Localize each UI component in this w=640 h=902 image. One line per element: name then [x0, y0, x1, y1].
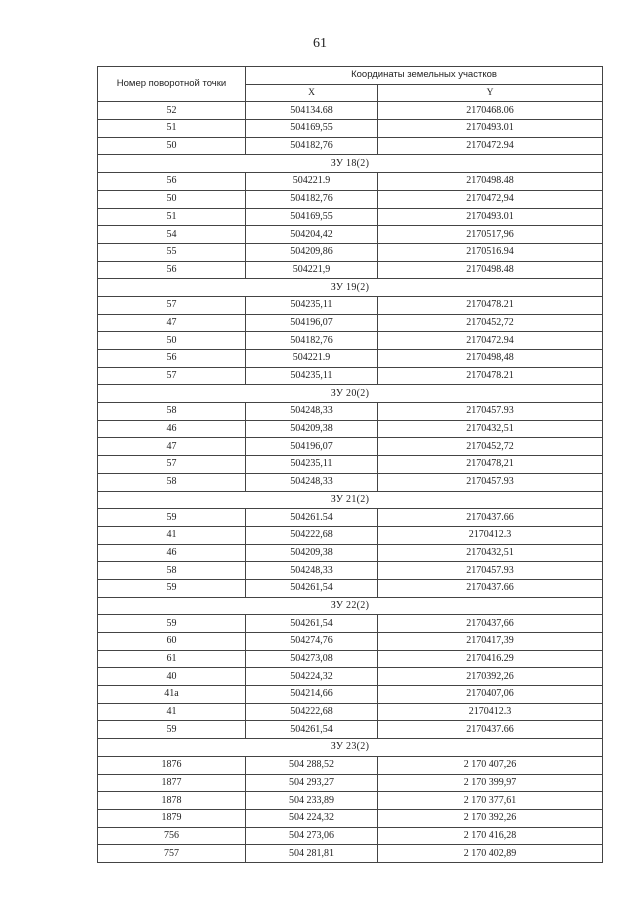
table-row: [98, 420, 603, 438]
point-number-cell: 58: [98, 473, 246, 491]
header-x: X: [246, 84, 378, 102]
x-coordinate-cell: 504 281,81: [246, 845, 378, 863]
page-number: 61: [313, 36, 327, 51]
x-coordinate-cell: 504222,68: [246, 526, 378, 544]
y-coordinate-cell: 2 170 377,61: [378, 792, 603, 810]
x-coordinate-cell: 504 273,06: [246, 827, 378, 845]
table-row: [98, 120, 603, 138]
table-body: [98, 102, 603, 863]
table-row: [98, 526, 603, 544]
y-coordinate-cell: 2170516.94: [378, 243, 603, 261]
point-number-cell: 46: [98, 420, 246, 438]
point-number-cell: 59: [98, 615, 246, 633]
point-number-cell: 57: [98, 296, 246, 314]
section-row: [98, 739, 603, 757]
y-coordinate-cell: 2170457.93: [378, 562, 603, 580]
section-row: [98, 491, 603, 509]
table-row: [98, 261, 603, 279]
point-number-cell: 52: [98, 102, 246, 120]
x-coordinate-cell: 504 293,27: [246, 774, 378, 792]
table-row: [98, 650, 603, 668]
x-coordinate-cell: 504209,38: [246, 544, 378, 562]
section-label: ЗУ 21(2): [98, 491, 603, 509]
point-number-cell: 54: [98, 226, 246, 244]
table-row: [98, 827, 603, 845]
y-coordinate-cell: 2170478.21: [378, 367, 603, 385]
section-label: ЗУ 20(2): [98, 385, 603, 403]
table-row: [98, 208, 603, 226]
x-coordinate-cell: 504221,9: [246, 261, 378, 279]
x-coordinate-cell: 504169,55: [246, 120, 378, 138]
x-coordinate-cell: 504274,76: [246, 633, 378, 651]
x-coordinate-cell: 504182,76: [246, 332, 378, 350]
point-number-cell: 61: [98, 650, 246, 668]
section-row: [98, 279, 603, 297]
table-row: [98, 332, 603, 350]
point-number-cell: 1876: [98, 756, 246, 774]
x-coordinate-cell: 504248,33: [246, 403, 378, 421]
point-number-cell: 57: [98, 456, 246, 474]
table-row: [98, 756, 603, 774]
y-coordinate-cell: 2170468.06: [378, 102, 603, 120]
y-coordinate-cell: 2170412.3: [378, 703, 603, 721]
x-coordinate-cell: 504 224,32: [246, 809, 378, 827]
point-number-cell: 41: [98, 526, 246, 544]
y-coordinate-cell: 2170407,06: [378, 686, 603, 704]
y-coordinate-cell: 2170498,48: [378, 350, 603, 368]
table-row: [98, 703, 603, 721]
y-coordinate-cell: 2 170 402,89: [378, 845, 603, 863]
y-coordinate-cell: 2170472.94: [378, 137, 603, 155]
table-row: [98, 226, 603, 244]
point-number-cell: 50: [98, 332, 246, 350]
table-row: [98, 721, 603, 739]
x-coordinate-cell: 504261.54: [246, 509, 378, 527]
point-number-cell: 59: [98, 509, 246, 527]
table-row: [98, 686, 603, 704]
y-coordinate-cell: 2170432,51: [378, 420, 603, 438]
point-number-cell: 60: [98, 633, 246, 651]
y-coordinate-cell: 2170498.48: [378, 173, 603, 191]
x-coordinate-cell: 504235,11: [246, 456, 378, 474]
x-coordinate-cell: 504261,54: [246, 721, 378, 739]
y-coordinate-cell: 2170452,72: [378, 314, 603, 332]
header-point-number: Номер поворотной точки: [98, 67, 246, 102]
header-y: Y: [378, 84, 603, 102]
table-row: [98, 633, 603, 651]
table-row: [98, 137, 603, 155]
x-coordinate-cell: 504221.9: [246, 350, 378, 368]
y-coordinate-cell: 2170416.29: [378, 650, 603, 668]
point-number-cell: 50: [98, 137, 246, 155]
x-coordinate-cell: 504248,33: [246, 473, 378, 491]
table-row: [98, 809, 603, 827]
point-number-cell: 51: [98, 208, 246, 226]
section-label: ЗУ 18(2): [98, 155, 603, 173]
x-coordinate-cell: 504248,33: [246, 562, 378, 580]
y-coordinate-cell: 2170478,21: [378, 456, 603, 474]
point-number-cell: 58: [98, 562, 246, 580]
point-number-cell: 59: [98, 579, 246, 597]
y-coordinate-cell: 2170472,94: [378, 190, 603, 208]
x-coordinate-cell: 504196,07: [246, 438, 378, 456]
y-coordinate-cell: 2170412.3: [378, 526, 603, 544]
section-row: [98, 597, 603, 615]
point-number-cell: 56: [98, 350, 246, 368]
y-coordinate-cell: 2170493.01: [378, 208, 603, 226]
x-coordinate-cell: 504182,76: [246, 190, 378, 208]
x-coordinate-cell: 504182,76: [246, 137, 378, 155]
point-number-cell: 51: [98, 120, 246, 138]
table-row: [98, 456, 603, 474]
y-coordinate-cell: 2 170 399,97: [378, 774, 603, 792]
y-coordinate-cell: 2170417,39: [378, 633, 603, 651]
header-coordinates: Координаты земельных участков: [246, 67, 603, 85]
point-number-cell: 59: [98, 721, 246, 739]
x-coordinate-cell: 504273,08: [246, 650, 378, 668]
table-row: [98, 668, 603, 686]
y-coordinate-cell: 2170457.93: [378, 403, 603, 421]
x-coordinate-cell: 504 288,52: [246, 756, 378, 774]
table-row: [98, 403, 603, 421]
x-coordinate-cell: 504261,54: [246, 579, 378, 597]
y-coordinate-cell: 2170432,51: [378, 544, 603, 562]
x-coordinate-cell: 504222,68: [246, 703, 378, 721]
x-coordinate-cell: 504169,55: [246, 208, 378, 226]
point-number-cell: 46: [98, 544, 246, 562]
table-row: [98, 350, 603, 368]
point-number-cell: 1879: [98, 809, 246, 827]
x-coordinate-cell: 504 233,89: [246, 792, 378, 810]
x-coordinate-cell: 504224,32: [246, 668, 378, 686]
y-coordinate-cell: 2 170 416,28: [378, 827, 603, 845]
x-coordinate-cell: 504214,66: [246, 686, 378, 704]
y-coordinate-cell: 2170457.93: [378, 473, 603, 491]
point-number-cell: 40: [98, 668, 246, 686]
y-coordinate-cell: 2170392,26: [378, 668, 603, 686]
point-number-cell: 41: [98, 703, 246, 721]
x-coordinate-cell: 504134.68: [246, 102, 378, 120]
point-number-cell: 756: [98, 827, 246, 845]
table-row: [98, 102, 603, 120]
y-coordinate-cell: 2170437,66: [378, 615, 603, 633]
point-number-cell: 57: [98, 367, 246, 385]
x-coordinate-cell: 504209,86: [246, 243, 378, 261]
x-coordinate-cell: 504261,54: [246, 615, 378, 633]
x-coordinate-cell: 504221.9: [246, 173, 378, 191]
table-row: [98, 438, 603, 456]
table-row: [98, 562, 603, 580]
section-label: ЗУ 19(2): [98, 279, 603, 297]
point-number-cell: 47: [98, 314, 246, 332]
section-row: [98, 155, 603, 173]
x-coordinate-cell: 504209,38: [246, 420, 378, 438]
table-row: [98, 845, 603, 863]
table-row: [98, 173, 603, 191]
table-row: [98, 792, 603, 810]
point-number-cell: 41a: [98, 686, 246, 704]
table-row: [98, 615, 603, 633]
table-row: [98, 314, 603, 332]
table-row: [98, 243, 603, 261]
section-row: [98, 385, 603, 403]
x-coordinate-cell: 504196,07: [246, 314, 378, 332]
table-row: [98, 774, 603, 792]
y-coordinate-cell: 2 170 407,26: [378, 756, 603, 774]
table-row: [98, 509, 603, 527]
point-number-cell: 56: [98, 261, 246, 279]
point-number-cell: 757: [98, 845, 246, 863]
y-coordinate-cell: 2170437.66: [378, 509, 603, 527]
x-coordinate-cell: 504235,11: [246, 367, 378, 385]
table-row: [98, 367, 603, 385]
y-coordinate-cell: 2170437.66: [378, 721, 603, 739]
y-coordinate-cell: 2170493.01: [378, 120, 603, 138]
table-row: [98, 296, 603, 314]
x-coordinate-cell: 504235,11: [246, 296, 378, 314]
coordinates-table: [97, 66, 603, 863]
point-number-cell: 55: [98, 243, 246, 261]
y-coordinate-cell: 2170498.48: [378, 261, 603, 279]
y-coordinate-cell: 2170478.21: [378, 296, 603, 314]
y-coordinate-cell: 2170452,72: [378, 438, 603, 456]
x-coordinate-cell: 504204,42: [246, 226, 378, 244]
table-row: [98, 473, 603, 491]
table-row: [98, 579, 603, 597]
point-number-cell: 1878: [98, 792, 246, 810]
point-number-cell: 47: [98, 438, 246, 456]
y-coordinate-cell: 2170437.66: [378, 579, 603, 597]
section-label: ЗУ 22(2): [98, 597, 603, 615]
point-number-cell: 56: [98, 173, 246, 191]
table-row: [98, 544, 603, 562]
y-coordinate-cell: 2170517,96: [378, 226, 603, 244]
table-row: [98, 190, 603, 208]
point-number-cell: 50: [98, 190, 246, 208]
point-number-cell: 58: [98, 403, 246, 421]
y-coordinate-cell: 2 170 392,26: [378, 809, 603, 827]
section-label: ЗУ 23(2): [98, 739, 603, 757]
y-coordinate-cell: 2170472.94: [378, 332, 603, 350]
point-number-cell: 1877: [98, 774, 246, 792]
